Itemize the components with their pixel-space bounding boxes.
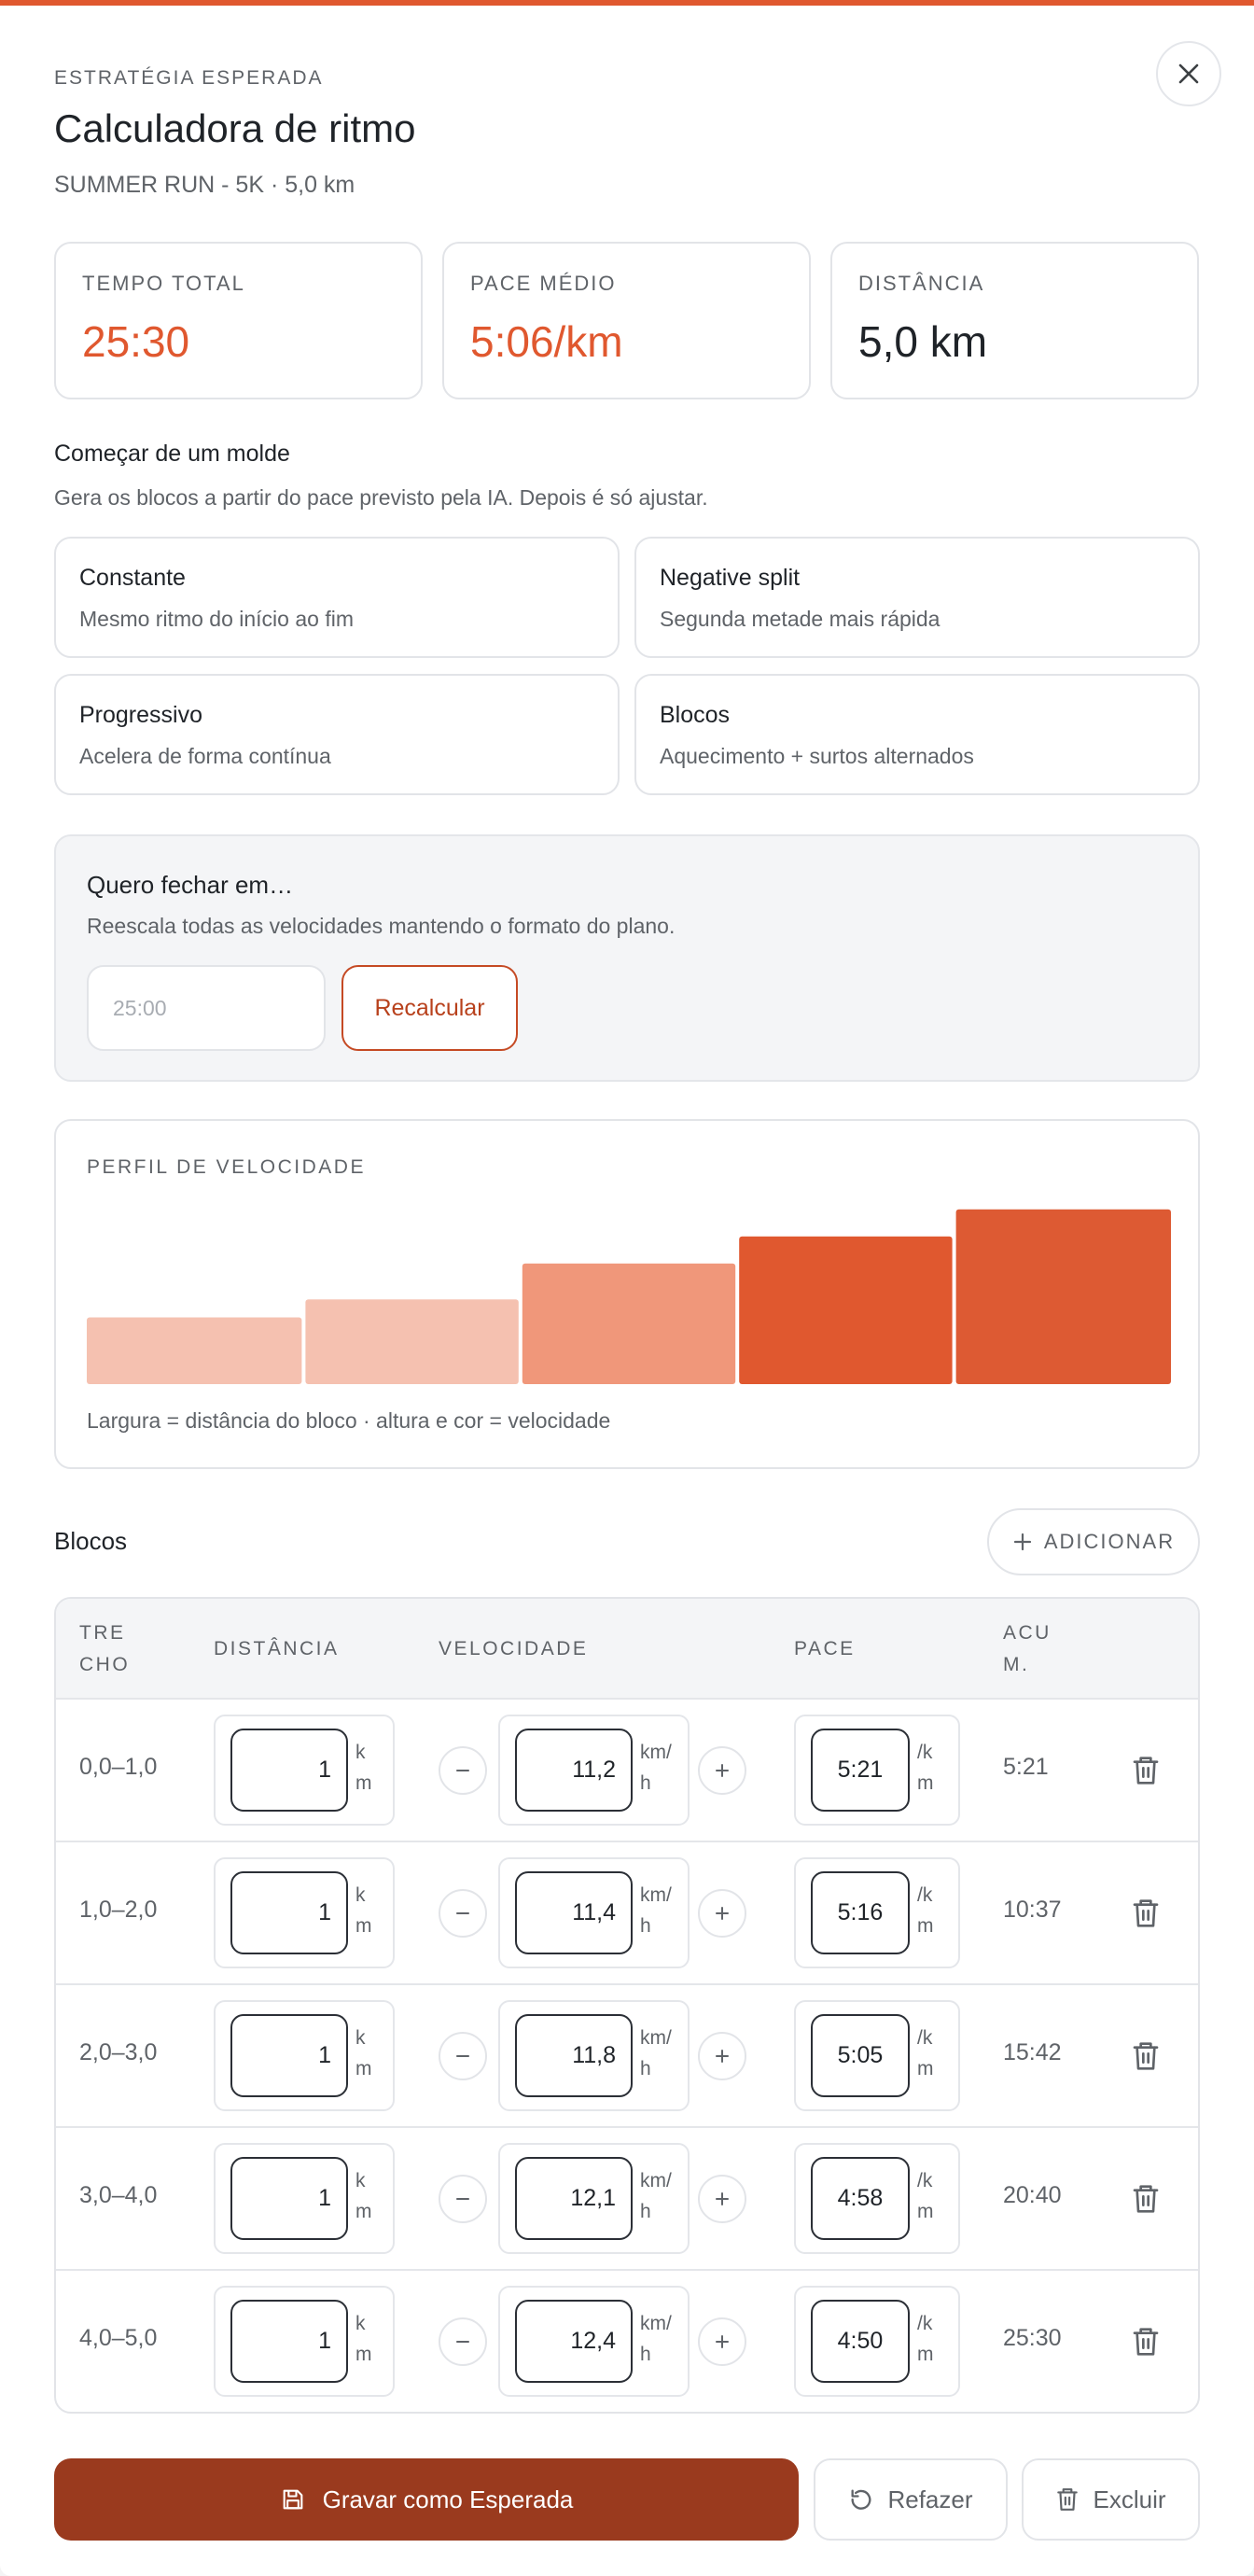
- undo-icon: [848, 2486, 874, 2513]
- trash-icon[interactable]: [1131, 1897, 1161, 1930]
- trash-icon[interactable]: [1131, 2182, 1161, 2216]
- pace-field: [794, 2000, 960, 2111]
- stat-label: TEMPO TOTAL: [82, 272, 245, 295]
- template-constante[interactable]: [54, 537, 620, 658]
- distance-field: [214, 1715, 395, 1826]
- distance-field: [214, 2000, 395, 2111]
- plus-icon: [713, 2190, 732, 2208]
- speed-unit: km/h: [640, 1742, 672, 1794]
- redo-label: Refazer: [887, 2485, 973, 2513]
- close-icon: [1176, 61, 1202, 87]
- segment-cell: 3,0–4,0: [79, 2182, 158, 2208]
- table-row: [56, 1985, 1198, 2128]
- speed-bar: [305, 1299, 518, 1384]
- distance-input[interactable]: [230, 2300, 348, 2383]
- speed-bar: [739, 1237, 952, 1384]
- cumulative-cell: 25:30: [1003, 2325, 1062, 2351]
- speed-field: [498, 1715, 690, 1826]
- template-blocos[interactable]: [634, 674, 1200, 795]
- template-description: Segunda metade mais rápida: [660, 607, 940, 631]
- save-icon: [280, 2486, 306, 2513]
- save-as-expected-button[interactable]: [54, 2458, 799, 2541]
- target-description: Reescala todas as velocidades mantendo o formato do plano.: [87, 914, 676, 938]
- pace-unit: /km: [917, 1884, 934, 1937]
- plus-icon: [713, 1904, 732, 1923]
- pace-field: [794, 2143, 960, 2254]
- segment-cell: 4,0–5,0: [79, 2325, 158, 2351]
- decrease-speed-button[interactable]: [439, 1889, 487, 1938]
- target-time-panel: [54, 834, 1200, 1082]
- pace-field: [794, 1715, 960, 1826]
- speed-unit: km/h: [640, 2027, 672, 2079]
- stat-average-pace: [442, 242, 811, 399]
- cumulative-cell: 5:21: [1003, 1754, 1049, 1780]
- close-button[interactable]: [1156, 41, 1221, 106]
- segment-cell: 2,0–3,0: [79, 2039, 158, 2065]
- speed-input[interactable]: [515, 1871, 633, 1954]
- template-progressivo[interactable]: [54, 674, 620, 795]
- pace-input[interactable]: [811, 1729, 910, 1812]
- speed-profile-caption: Largura = distância do bloco · altura e cor = velocidade: [87, 1408, 611, 1433]
- pace-field: [794, 1857, 960, 1968]
- plus-icon: [713, 1761, 732, 1780]
- distance-unit: km: [355, 2170, 372, 2222]
- distance-input[interactable]: [230, 1729, 348, 1812]
- speed-input[interactable]: [515, 2300, 633, 2383]
- save-label: Gravar como Esperada: [322, 2485, 574, 2513]
- speed-profile-chart: [87, 1197, 1171, 1384]
- distance-field: [214, 2143, 395, 2254]
- table-header: [56, 1599, 1198, 1700]
- table-row: [56, 1842, 1198, 1985]
- speed-field: [498, 1857, 690, 1968]
- increase-speed-button[interactable]: [698, 2317, 746, 2366]
- blocks-title: Blocos: [54, 1527, 128, 1555]
- stat-total-time: [54, 242, 423, 399]
- speed-bar: [87, 1318, 301, 1385]
- template-name: Negative split: [660, 565, 801, 591]
- target-time-input[interactable]: [87, 965, 326, 1051]
- speed-field: [498, 2286, 690, 2397]
- pace-unit: /km: [917, 2313, 934, 2365]
- pace-input[interactable]: [811, 2157, 910, 2240]
- distance-field: [214, 2286, 395, 2397]
- recalculate-button[interactable]: Recalcular: [341, 965, 518, 1051]
- speed-field: [498, 2000, 690, 2111]
- pace-unit: /km: [917, 2027, 934, 2079]
- increase-speed-button[interactable]: [698, 1889, 746, 1938]
- distance-input[interactable]: [230, 2014, 348, 2097]
- distance-field: [214, 1857, 395, 1968]
- minus-icon: [453, 2047, 472, 2065]
- column-header-pace: PACE: [794, 1638, 856, 1659]
- cumulative-cell: 20:40: [1003, 2182, 1062, 2208]
- distance-unit: km: [355, 1884, 372, 1937]
- pace-input[interactable]: [811, 2300, 910, 2383]
- plus-icon: [1012, 1532, 1033, 1552]
- template-description: Acelera de forma contínua: [79, 744, 331, 768]
- speed-input[interactable]: [515, 2157, 633, 2240]
- decrease-speed-button[interactable]: [439, 1746, 487, 1795]
- delete-label: Excluir: [1093, 2485, 1166, 2513]
- column-header-cumulative: ACUM.: [1003, 1622, 1052, 1675]
- table-row: [56, 1700, 1198, 1842]
- stat-value: 25:30: [82, 317, 190, 366]
- distance-unit: km: [355, 2313, 372, 2365]
- minus-icon: [453, 1904, 472, 1923]
- modal-eyebrow: ESTRATÉGIA ESPERADA: [54, 67, 324, 89]
- column-header-speed: VELOCIDADE: [439, 1638, 589, 1659]
- stat-value: 5,0 km: [858, 317, 988, 366]
- speed-bar: [956, 1210, 1171, 1384]
- plus-icon: [713, 2047, 732, 2065]
- speed-input[interactable]: [515, 1729, 633, 1812]
- template-description: Mesmo ritmo do início ao fim: [79, 607, 354, 631]
- templates-description: Gera os blocos a partir do pace previsto pela IA. Depois é só ajustar.: [54, 485, 708, 510]
- redo-button[interactable]: [814, 2458, 1008, 2541]
- segment-cell: 1,0–2,0: [79, 1897, 158, 1923]
- stat-label: DISTÂNCIA: [858, 272, 985, 295]
- distance-unit: km: [355, 2027, 372, 2079]
- trash-icon[interactable]: [1131, 2039, 1161, 2073]
- pace-input[interactable]: [811, 2014, 910, 2097]
- distance-input[interactable]: [230, 2157, 348, 2240]
- modal-title: Calculadora de ritmo: [54, 106, 416, 150]
- pace-unit: /km: [917, 2170, 934, 2222]
- template-name: Progressivo: [79, 702, 202, 728]
- column-header-distance: DISTÂNCIA: [214, 1638, 340, 1659]
- speed-field: [498, 2143, 690, 2254]
- increase-speed-button[interactable]: [698, 1746, 746, 1795]
- speed-profile-title: PERFIL DE VELOCIDADE: [87, 1156, 366, 1178]
- decrease-speed-button[interactable]: [439, 2317, 487, 2366]
- templates-title: Começar de um molde: [54, 441, 290, 467]
- modal-subtitle: SUMMER RUN - 5K · 5,0 km: [54, 172, 355, 198]
- stat-label: PACE MÉDIO: [470, 272, 617, 295]
- delete-button[interactable]: [1022, 2458, 1200, 2541]
- segment-cell: 0,0–1,0: [79, 1754, 158, 1780]
- pace-unit: /km: [917, 1742, 934, 1794]
- speed-unit: km/h: [640, 2170, 672, 2222]
- increase-speed-button[interactable]: [698, 2032, 746, 2080]
- speed-input[interactable]: [515, 2014, 633, 2097]
- cumulative-cell: 10:37: [1003, 1897, 1062, 1923]
- table-row: [56, 2271, 1198, 2414]
- decrease-speed-button[interactable]: [439, 2175, 487, 2223]
- minus-icon: [453, 2190, 472, 2208]
- distance-input[interactable]: [230, 1871, 348, 1954]
- trash-icon[interactable]: [1131, 1754, 1161, 1787]
- target-title: Quero fechar em…: [87, 871, 294, 899]
- template-description: Aquecimento + surtos alternados: [660, 744, 974, 768]
- minus-icon: [453, 2332, 472, 2351]
- template-negative-split[interactable]: [634, 537, 1200, 658]
- add-block-button[interactable]: [987, 1508, 1200, 1575]
- plus-icon: [713, 2332, 732, 2351]
- template-name: Blocos: [660, 702, 731, 728]
- distance-unit: km: [355, 1742, 372, 1794]
- increase-speed-button[interactable]: [698, 2175, 746, 2223]
- stat-distance: [830, 242, 1199, 399]
- add-block-label: ADICIONAR: [1043, 1530, 1176, 1553]
- decrease-speed-button[interactable]: [439, 2032, 487, 2080]
- minus-icon: [453, 1761, 472, 1780]
- table-row: [56, 2128, 1198, 2271]
- cumulative-cell: 15:42: [1003, 2039, 1062, 2065]
- pace-field: [794, 2286, 960, 2397]
- trash-icon: [1055, 2486, 1080, 2513]
- trash-icon[interactable]: [1131, 2325, 1161, 2359]
- speed-profile-panel: [54, 1119, 1200, 1469]
- stat-value: 5:06/km: [470, 317, 623, 366]
- pace-input[interactable]: [811, 1871, 910, 1954]
- speed-bar: [522, 1264, 735, 1384]
- column-header-segment: TRECHO: [79, 1622, 131, 1675]
- blocks-table: [54, 1597, 1200, 2414]
- speed-unit: km/h: [640, 2313, 672, 2365]
- speed-unit: km/h: [640, 1884, 672, 1937]
- template-name: Constante: [79, 565, 186, 591]
